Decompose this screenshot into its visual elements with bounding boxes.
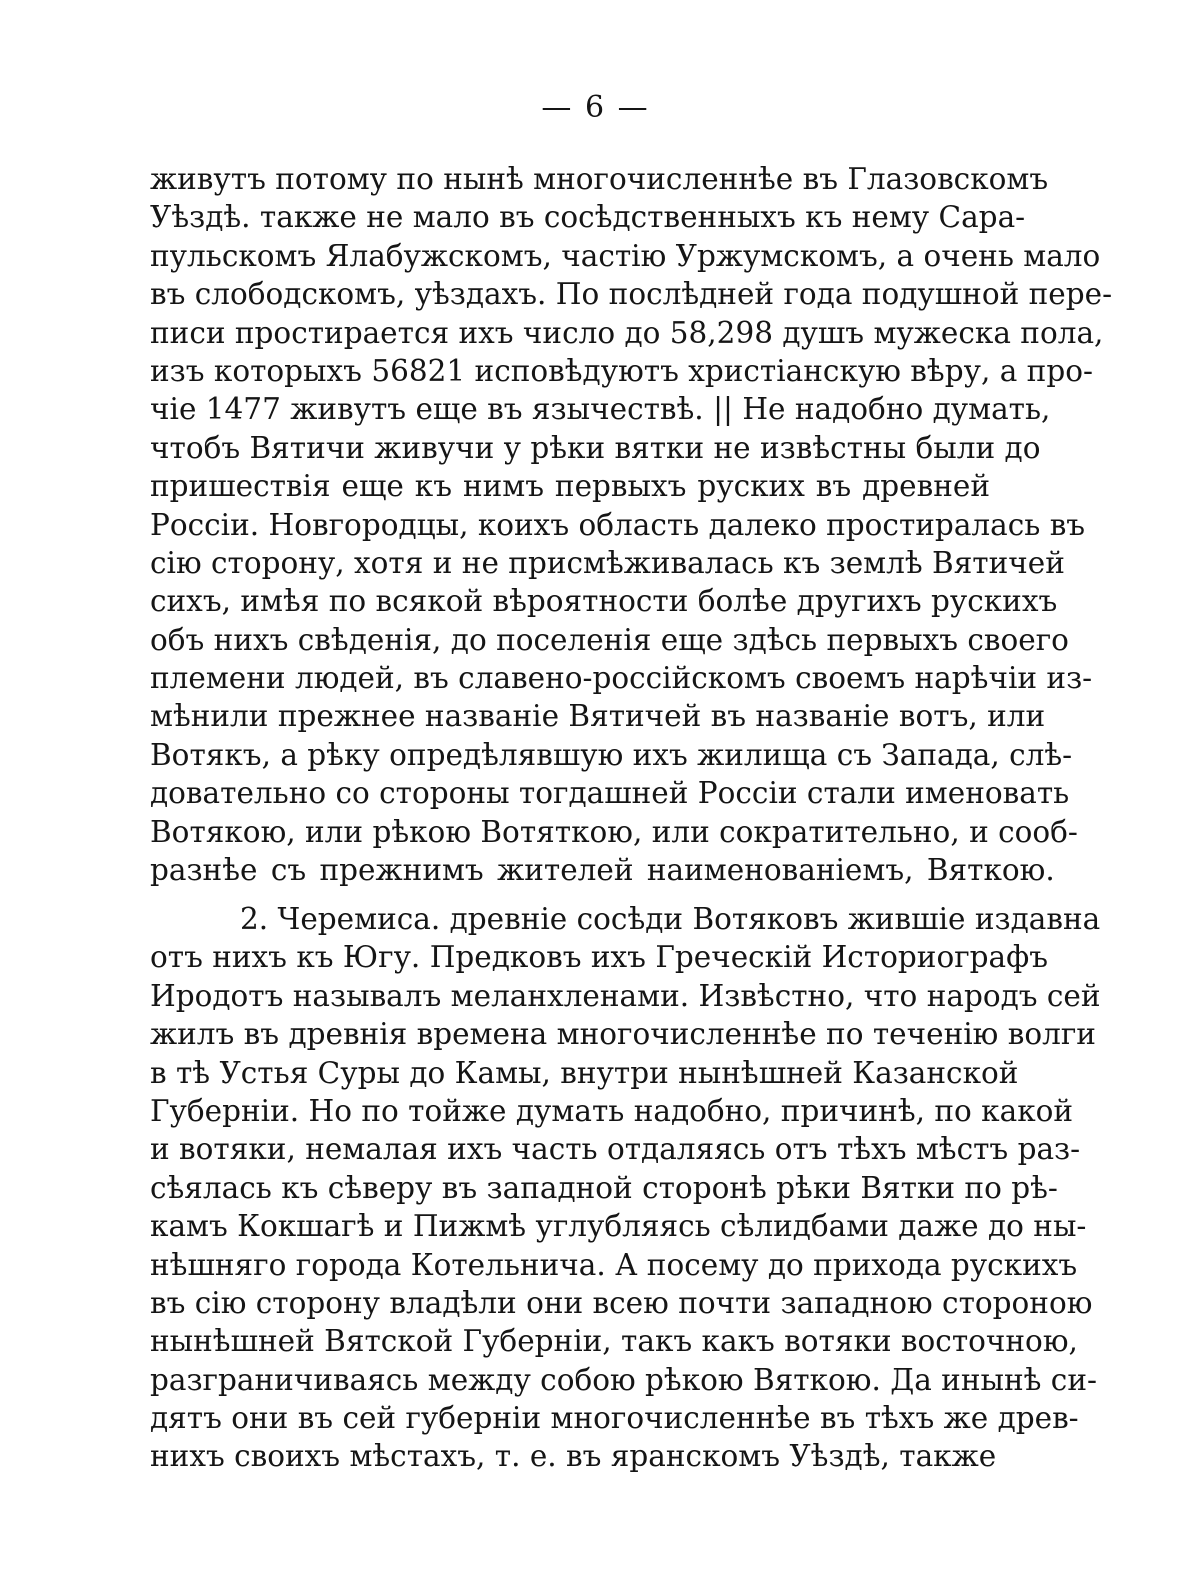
text-line: сію сторону, хотя и не присмѣживалась къ землѣ Вятичей [150,545,1065,580]
text-line: разграничиваясь между собою рѣкою Вяткою. Да инынѣ си- [150,1362,1097,1397]
text-line: сѣялась къ сѣверу въ западной сторонѣ рѣки Вятки по рѣ- [150,1170,1058,1205]
text-line: нѣшняго города Котельнича. А посему до прихода рускихъ [150,1247,1078,1282]
text-line: довательно со стороны тогдашней Россіи стали именовать [150,776,1070,811]
text-line: разнѣе съ прежнимъ жителей наименованіемъ, Вяткою. [150,853,1055,888]
text-line: пришествія еще къ нимъ первыхъ руских въ древней [150,469,990,504]
text-line: жилъ въ древнія времена многочисленнѣе по теченію волги [150,1017,1096,1052]
text-line: Вотякою, или рѣкою Вотяткою, или сократительно, и сооб- [150,814,1078,849]
text-line: нихъ своихъ мѣстахъ, т. е. въ яранскомъ Уѣздѣ, также [150,1439,997,1474]
text-line: объ нихъ свѣденія, до поселенія еще здѣсь первыхъ своего [150,622,1069,657]
page-number: — 6 — [541,90,650,125]
text-line: живутъ потому по нынѣ многочисленнѣе въ Глазовскомъ [150,162,1049,196]
text-line: въ сію сторону владѣли они всею почти западною стороною [150,1285,1093,1320]
text-line: писи простирается ихъ число до 58,298 душъ мужеска пола, [150,315,1104,350]
text-line: чтобъ Вятичи живучи у рѣки вятки не извѣстны были до [150,430,1041,465]
text-line: въ слободскомъ, уѣздахъ. По послѣдней года подушной пере- [150,277,1113,312]
text-line: Россіи. Новгородцы, коихъ область далеко простиралась въ [150,507,1086,542]
paragraph-1 [150,160,1113,889]
text-line: Уѣздѣ. также не мало въ сосѣдственныхъ къ нему Сара- [150,200,1026,235]
text-line: камъ Кокшагѣ и Пижмѣ углубляясь сѣлидбами даже до ны- [150,1209,1087,1244]
text-line: Вотякъ, а рѣку опредѣлявшую ихъ жилища съ Запада, слѣ- [150,737,1073,772]
text-line: чіе 1477 живутъ еще въ язычествѣ. || Не надобно думать, [150,392,1051,427]
text-line: 2. Черемиса. древніе сосѣди Вотяковъ жившіе издавна [240,902,1101,936]
text-line: в тѣ Устья Суры до Камы, внутри нынѣшней Казанской [150,1055,1019,1090]
text-line: дятъ они въ сей губерніи многочисленнѣе въ тѣхъ же древ- [150,1401,1079,1436]
text-line: мѣнили прежнее названіе Вятичей въ названіе вотъ, или [150,699,1046,734]
text-line: племени людей, въ славено-россійскомъ своемъ нарѣчіи из- [150,661,1093,696]
text-line: изъ которыхъ 56821 исповѣдуютъ христіанскую вѣру, а про- [150,353,1093,388]
text-line: Иродотъ называлъ меланхленами. Извѣстно, что народъ сей [150,978,1101,1013]
text-line: и вотяки, немалая ихъ часть отдаляясь отъ тѣхъ мѣстъ раз- [150,1132,1081,1167]
text-line: Губерніи. Но по тойже думать надобно, причинѣ, по какой [150,1093,1074,1128]
text-line: нынѣшней Вятской Губерніи, такъ какъ вотяки восточною, [150,1324,1078,1359]
paragraph-2 [150,900,1101,1476]
text-line: пульскомъ Ялабужскомъ, частію Уржумскомъ, а очень мало [150,238,1101,273]
text-line: сихъ, имѣя по всякой вѣроятности болѣе другихъ рускихъ [150,584,1058,619]
text-line: отъ нихъ къ Югу. Предковъ ихъ Греческій Историографъ [150,940,1049,975]
